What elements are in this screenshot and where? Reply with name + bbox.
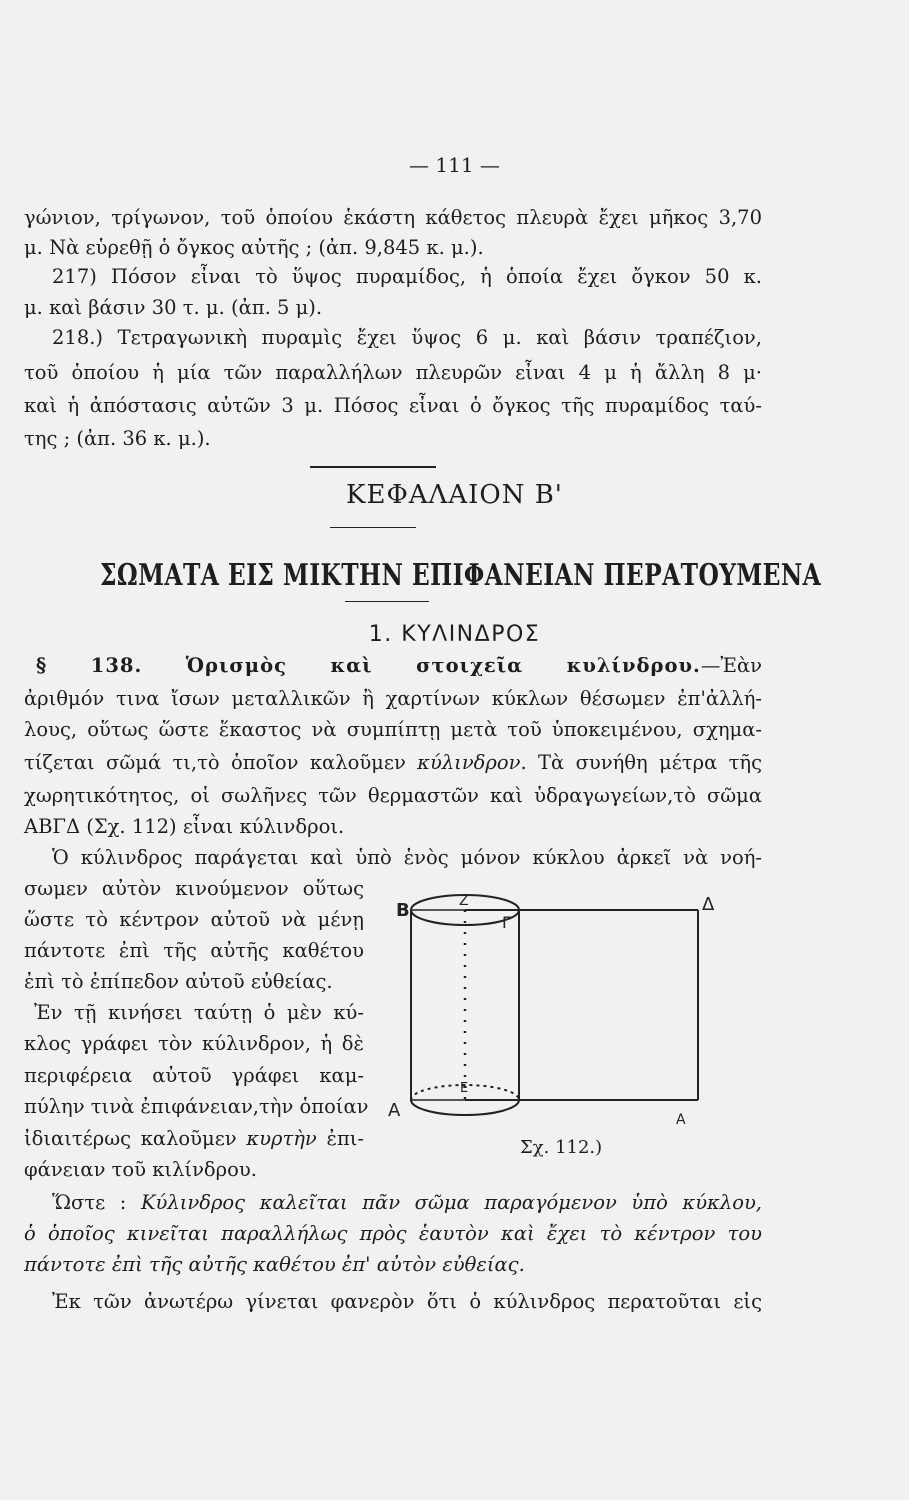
- paragraph-text-line: περιφέρεια αὐτοῦ γράφει καμ-: [24, 1064, 364, 1087]
- definition-line: [24, 1255, 762, 1275]
- paragraph-text-line: κλος γράφει τὸν κύλινδρον, ἡ δὲ: [24, 1032, 364, 1055]
- exercise-text-line: γώνιον, τρίγωνον, τοῦ ὁποίου ἑκάστη κάθετος πλευρὰ ἔχει μῆκος 3,70: [24, 206, 762, 229]
- paragraph-text-line: ὥστε τὸ κέντρον αὐτοῦ νὰ μένῃ: [24, 908, 364, 931]
- paragraph-138-line: [36, 656, 762, 676]
- exercise-text-line: τοῦ ὁποίου ἡ μία τῶν παραλλήλων πλευρῶν εἶναι 4 μ ἡ ἄλλη 8 μ·: [24, 361, 762, 384]
- paragraph-text-line: Ἐκ τῶν ἀνωτέρω γίνεται φανερὸν ὅτι ὁ κύλινδρος περατοῦται εἰς: [52, 1290, 762, 1313]
- label-e: E: [460, 1081, 469, 1096]
- label-d: Δ: [702, 894, 715, 915]
- chapter-rule-top: [310, 466, 436, 468]
- subsection-title: 1. ΚΥΛΙΝΔΡΟΣ: [368, 622, 541, 647]
- figure-caption: Σχ. 112.): [520, 1137, 603, 1158]
- bottom-ellipse-front: [411, 1100, 519, 1115]
- definition-text: ὁ ὁποῖος κινεῖται παραλλήλως πρὸς ἑαυτὸν καὶ ἔχει τὸ κέντρον του: [24, 1222, 762, 1245]
- italic-term: κυρτὴν: [246, 1127, 317, 1150]
- italic-term: κύλινδρον: [417, 751, 521, 774]
- paragraph-text-line: [24, 753, 762, 773]
- text-span: ἰδιαιτέρως καλοῦμεν: [24, 1127, 247, 1150]
- page-number: — 111 —: [409, 153, 500, 177]
- definition-lead: Ὥστε :: [52, 1191, 141, 1214]
- paragraph-text-line: ἀριθμόν τινα ἴσων μεταλλικῶν ἢ χαρτίνων κύκλων θέσωμεν ἐπ'ἀλλή-: [24, 687, 762, 710]
- exercise-217: 217) Πόσον εἶναι τὸ ὕψος πυραμίδος, ἡ ὁποία ἔχει ὄγκον 50 κ.: [52, 265, 762, 288]
- paragraph-text-line: Ὁ κύλινδρος παράγεται καὶ ὑπὸ ἑνὸς μόνον κύκλου ἀρκεῖ νὰ νοή-: [52, 846, 762, 869]
- paragraph-text-line: χωρητικότητος, οἱ σωλῆνες τῶν θερμαστῶν καὶ ὑδραγωγείων,τὸ σῶμα: [24, 784, 762, 807]
- chapter-title: ΚΕΦΑΛΑΙΟΝ Β': [346, 480, 563, 510]
- section-title: ΣΩΜΑΤΑ ΕΙΣ ΜΙΚΤΗΝ ΕΠΙΦΑΝΕΙΑΝ ΠΕΡΑΤΟΥΜΕΝΑ: [99, 558, 822, 593]
- paragraph-text-line: ΑΒΓΔ (Σχ. 112) εἶναι κύλινδροι.: [24, 815, 345, 838]
- exercise-text-line: μ. Νὰ εὑρεθῇ ὁ ὄγκος αὐτῆς ; (ἀπ. 9,845 κ. μ.).: [24, 236, 484, 259]
- definition-text: πάντοτε ἐπὶ τῆς αὐτῆς καθέτου ἐπ' αὐτὸν εὐθείας.: [24, 1253, 525, 1276]
- paragraph-text-line: ἐπὶ τὸ ἐπίπεδον αὐτοῦ εὐθείας.: [24, 970, 333, 993]
- label-g: Γ: [502, 913, 511, 932]
- cylinder-figure: [380, 880, 740, 1130]
- section-rule: [345, 601, 429, 602]
- exercise-218: 218.) Τετραγωνικὴ πυραμὶς ἔχει ὕψος 6 μ. καὶ βάσιν τραπέζιον,: [52, 326, 762, 349]
- paragraph-text-line: πάντοτε ἐπὶ τῆς αὐτῆς καθέτου: [24, 939, 364, 962]
- text-span: . Τὰ συνήθη μέτρα τῆς: [520, 751, 762, 774]
- text-span: τίζεται σῶμά τι,τὸ ὁποῖον καλοῦμεν: [24, 751, 418, 774]
- label-b: Β: [396, 900, 410, 921]
- text-span: ἐπι-: [316, 1127, 365, 1150]
- paragraph-text: —Ἐὰν: [700, 654, 762, 677]
- paragraph-text-line: πύλην τινὰ ἐπιφάνειαν,τὴν ὁποίαν: [24, 1095, 369, 1118]
- paragraph-text-line: [24, 1129, 364, 1149]
- exercise-text-line: καὶ ἡ ἀπόστασις αὐτῶν 3 μ. Πόσος εἶναι ὁ ὄγκος τῆς πυραμίδος ταύ-: [24, 394, 762, 417]
- paragraph-text-line: λους, οὕτως ὥστε ἕκαστος νὰ συμπίπτῃ μετὰ τοῦ ὑποκειμένου, σχημα-: [24, 718, 762, 741]
- label-a2: A: [676, 1112, 686, 1128]
- paragraph-text-line: φάνειαν τοῦ κιλίνδρου.: [24, 1158, 257, 1181]
- definition-line: [24, 1224, 762, 1244]
- label-z: Z: [459, 893, 469, 909]
- paragraph-text-line: Ἐν τῇ κινήσει ταύτῃ ὁ μὲν κύ-: [34, 1001, 364, 1024]
- definition-line: [52, 1193, 762, 1213]
- definition-text: Κύλινδρος καλεῖται πᾶν σῶμα παραγόμενον ὑπὸ κύκλου,: [140, 1191, 762, 1214]
- exercise-text-line: μ. καὶ βάσιν 30 τ. μ. (ἀπ. 5 μ).: [24, 296, 323, 319]
- paragraph-heading: § 138. Ὁρισμὸς καὶ στοιχεῖα κυλίνδρου.: [36, 654, 701, 677]
- label-a: Α: [388, 1100, 401, 1121]
- exercise-text-line: της ; (ἀπ. 36 κ. μ.).: [24, 427, 211, 450]
- chapter-rule-bottom: [330, 527, 416, 528]
- paragraph-text-line: σωμεν αὐτὸν κινούμενον οὕτως: [24, 877, 364, 900]
